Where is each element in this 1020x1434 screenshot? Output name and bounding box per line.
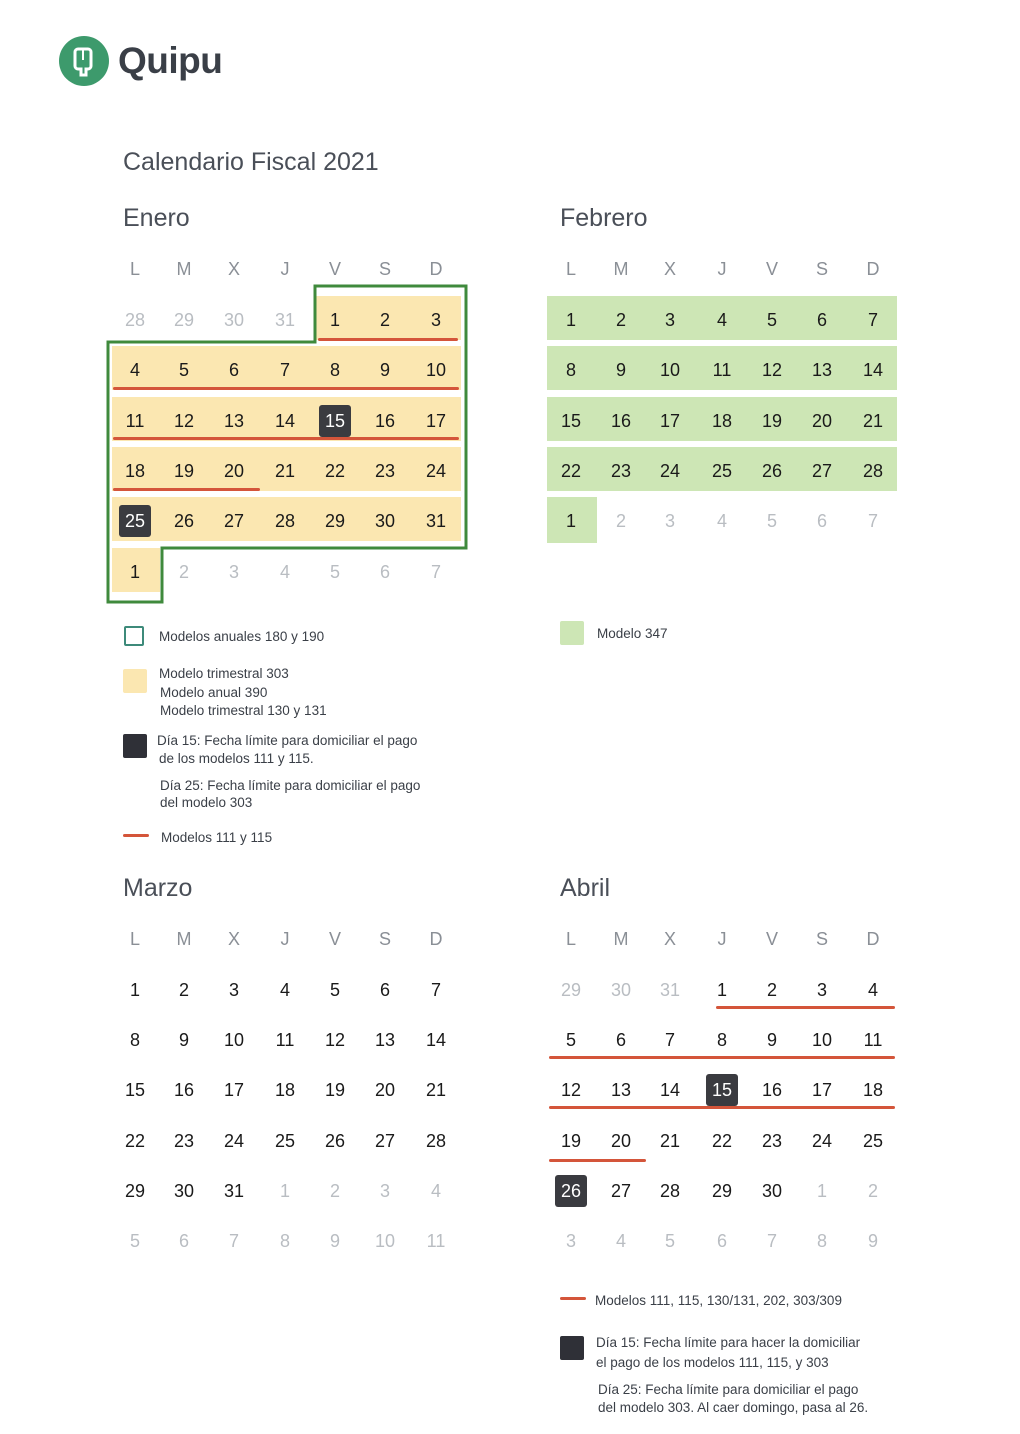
marzo-day: 30: [173, 1180, 195, 1201]
marzo-day: 18: [274, 1080, 296, 1101]
abril-day: 28: [659, 1180, 681, 1201]
abril-weekday-header: J: [717, 929, 727, 949]
marzo-day: 29: [124, 1180, 146, 1201]
marzo-day: 6: [379, 980, 390, 1000]
marzo-day: 4: [279, 980, 290, 1000]
marzo-day: 22: [124, 1130, 146, 1151]
abril-day: 11: [863, 1030, 883, 1051]
enero-day: 16: [374, 410, 396, 431]
marzo-day: 1: [279, 1180, 290, 1201]
marzo-day: 28: [425, 1130, 447, 1151]
abril-day: 4: [615, 1231, 626, 1251]
enero-weekday-header: L: [129, 259, 140, 279]
enero-red-line-4: [113, 488, 260, 491]
abril-day: 9: [867, 1231, 878, 1251]
abril-day: 16: [761, 1080, 783, 1101]
febrero-day: 1: [565, 511, 576, 532]
abril-day: 6: [615, 1030, 626, 1051]
legend-dark-text-1: Día 15: Fecha límite para domiciliar el pago: [157, 733, 418, 748]
enero-day: 30: [374, 511, 396, 532]
marzo-weekday-header: D: [429, 929, 443, 949]
marzo-day: 3: [228, 980, 239, 1000]
abril-red-line-3: [549, 1106, 895, 1109]
febrero-day: 4: [716, 310, 727, 330]
enero-day: 7: [279, 360, 290, 381]
abril-day: 6: [716, 1231, 727, 1251]
enero-weekday-header: S: [378, 259, 391, 279]
abril-day: 29: [560, 980, 582, 1000]
abril-day: 1: [716, 980, 727, 1000]
marzo-weekday-header: L: [129, 929, 140, 949]
enero-day: 2: [379, 310, 390, 330]
brand-name: Quipu: [118, 40, 223, 81]
abril-day: 14: [659, 1080, 681, 1101]
legend-q2-red-line: [560, 1297, 586, 1300]
febrero-weekday-header: J: [717, 259, 727, 279]
marzo-weekday-header: J: [280, 929, 290, 949]
marzo-day: 14: [425, 1030, 447, 1051]
abril-day: 24: [811, 1130, 833, 1151]
febrero-day: 9: [615, 360, 626, 381]
febrero-day: 7: [867, 310, 878, 330]
legend-q2-line-text: Modelos 111, 115, 130/131, 202, 303/309: [595, 1293, 842, 1308]
enero-day: 31: [425, 511, 447, 532]
febrero-day: 5: [766, 511, 777, 532]
marzo-day: 2: [329, 1180, 340, 1201]
marzo-day: 6: [178, 1231, 189, 1251]
enero-weekday-header: J: [280, 259, 290, 279]
abril-day: 1: [816, 1180, 827, 1201]
febrero-day: 3: [664, 511, 675, 532]
abril-day: 13: [610, 1080, 632, 1101]
marzo-day: 13: [374, 1030, 396, 1051]
febrero-weekday-header: M: [613, 259, 629, 279]
enero-red-line-3: [113, 437, 459, 440]
abril-day: 3: [816, 980, 827, 1000]
febrero-day: 4: [716, 511, 727, 532]
abril-day: 23: [761, 1130, 783, 1151]
enero-day-deadline: 15: [319, 405, 351, 437]
legend-line-text: Modelos 111 y 115: [161, 830, 273, 845]
enero-day-deadline: 25: [119, 505, 151, 537]
enero-day: 10: [425, 360, 447, 381]
febrero-day: 26: [761, 460, 783, 481]
marzo-day: 9: [329, 1231, 340, 1251]
legend-dark-swatch: [123, 734, 147, 758]
legend-q2-dark-text-3: Día 25: Fecha límite para domiciliar el pago: [598, 1382, 859, 1397]
abril-day: 20: [610, 1130, 632, 1151]
febrero-day: 7: [867, 511, 878, 532]
febrero-weekday-header: S: [815, 259, 828, 279]
enero-day: 28: [124, 310, 146, 330]
enero-day: 20: [223, 460, 245, 481]
enero-weekday-header: M: [176, 259, 192, 279]
enero-day: 6: [228, 360, 239, 381]
febrero-day: 19: [761, 410, 783, 431]
legend-dark-text-2: de los modelos 111 y 115.: [159, 751, 314, 766]
enero-day: 19: [173, 460, 195, 481]
febrero-day: 2: [615, 310, 626, 330]
febrero-day: 11: [712, 360, 732, 381]
enero-day: 29: [173, 310, 195, 330]
marzo-day: 11: [275, 1030, 295, 1051]
febrero-day: 24: [659, 460, 681, 481]
enero-day: 1: [129, 561, 140, 582]
enero-day: 17: [425, 410, 447, 431]
enero-day: 23: [374, 460, 396, 481]
legend-q2-dark-text-2: el pago de los modelos 111, 115, y 303: [596, 1355, 829, 1370]
enero-day: 3: [430, 310, 441, 330]
marzo-day: 8: [129, 1030, 140, 1051]
abril-day: 2: [766, 980, 777, 1000]
enero-day: 9: [379, 360, 390, 381]
legend-yellow-text-1: Modelo trimestral 303: [159, 666, 289, 681]
abril-day: 7: [766, 1231, 777, 1251]
febrero-day: 13: [811, 360, 833, 381]
marzo-day: 7: [228, 1231, 239, 1251]
legend-outline-swatch: [124, 626, 144, 646]
abril-day: 3: [565, 1231, 576, 1251]
marzo-day: 12: [324, 1030, 346, 1051]
enero-day: 4: [129, 360, 140, 381]
marzo-day: 2: [178, 980, 189, 1000]
enero-day: 24: [425, 460, 447, 481]
febrero-day: 12: [761, 360, 783, 381]
abril-day: 18: [862, 1080, 884, 1101]
marzo-day: 9: [178, 1030, 189, 1051]
marzo-day: 1: [129, 980, 140, 1000]
abril-day: 5: [565, 1030, 576, 1051]
febrero-day: 27: [811, 460, 833, 481]
abril-weekday-header: M: [613, 929, 629, 949]
abril-day: 7: [664, 1030, 675, 1051]
marzo-weekday-header: S: [378, 929, 391, 949]
abril-day: 21: [659, 1130, 681, 1151]
abril-weekday-header: V: [765, 929, 778, 949]
febrero-day: 25: [711, 460, 733, 481]
abril-day: 4: [867, 980, 878, 1000]
marzo-day: 10: [374, 1231, 396, 1251]
marzo-day: 16: [173, 1080, 195, 1101]
enero-day: 6: [379, 561, 390, 582]
marzo-day: 8: [279, 1231, 290, 1251]
month-title-enero: Enero: [123, 204, 190, 232]
marzo-day: 5: [329, 980, 340, 1000]
month-title-abril: Abril: [560, 874, 611, 902]
abril-day-deadline: 15: [706, 1074, 738, 1106]
marzo-day: 20: [374, 1080, 396, 1101]
marzo-day: 26: [324, 1130, 346, 1151]
abril-red-line-1: [716, 1006, 895, 1009]
febrero-day: 20: [811, 410, 833, 431]
enero-day: 31: [274, 310, 296, 330]
marzo-day: 17: [223, 1080, 245, 1101]
enero-day: 11: [125, 410, 145, 431]
febrero-day: 18: [711, 410, 733, 431]
febrero-day: 2: [615, 511, 626, 532]
enero-day: 27: [223, 511, 245, 532]
abril-day: 5: [664, 1231, 675, 1251]
enero-day: 26: [173, 511, 195, 532]
enero-day: 14: [274, 410, 296, 431]
abril-day: 8: [716, 1030, 727, 1051]
legend-yellow-swatch: [123, 669, 147, 693]
enero-day: 21: [274, 460, 296, 481]
enero-day: 7: [430, 561, 441, 582]
abril-red-line-4: [549, 1159, 646, 1162]
abril-day: 8: [816, 1231, 827, 1251]
enero-day: 28: [274, 511, 296, 532]
enero-weekday-header: V: [328, 259, 341, 279]
febrero-weekday-header: D: [866, 259, 880, 279]
enero-day: 3: [228, 561, 239, 582]
febrero-day: 10: [659, 360, 681, 381]
enero-day: 30: [223, 310, 245, 330]
abril-day: 30: [610, 980, 632, 1000]
febrero-day: 1: [565, 310, 576, 330]
quipu-logo-icon: [59, 36, 109, 86]
enero-day: 5: [178, 360, 189, 381]
enero-day: 8: [329, 360, 340, 381]
abril-day: 12: [560, 1080, 582, 1101]
legend-yellow-text-3: Modelo trimestral 130 y 131: [160, 703, 327, 718]
enero-weekday-header: D: [429, 259, 443, 279]
febrero-day: 3: [664, 310, 675, 330]
marzo-day: 21: [425, 1080, 447, 1101]
marzo-day: 19: [324, 1080, 346, 1101]
legend-red-line: [123, 834, 149, 837]
month-title-febrero: Febrero: [560, 204, 648, 232]
enero-day: 4: [279, 561, 290, 582]
marzo-day: 24: [223, 1130, 245, 1151]
marzo-day: 25: [274, 1130, 296, 1151]
febrero-day: 8: [565, 360, 576, 381]
marzo-day: 5: [129, 1231, 140, 1251]
marzo-weekday-header: V: [328, 929, 341, 949]
enero-day: 13: [223, 410, 245, 431]
enero-weekday-header: X: [227, 259, 240, 279]
legend-q2-dark-swatch: [560, 1336, 584, 1360]
abril-weekday-header: L: [565, 929, 576, 949]
marzo-weekday-header: M: [176, 929, 192, 949]
abril-day: 27: [610, 1180, 632, 1201]
febrero-day: 28: [862, 460, 884, 481]
marzo-day: 27: [374, 1130, 396, 1151]
abril-day: 9: [766, 1030, 777, 1051]
abril-day: 29: [711, 1180, 733, 1201]
febrero-weekday-header: V: [765, 259, 778, 279]
abril-day: 10: [811, 1030, 833, 1051]
enero-day: 5: [329, 561, 340, 582]
enero-day: 29: [324, 511, 346, 532]
marzo-day: 3: [379, 1180, 390, 1201]
legend-q2-dark-text-1: Día 15: Fecha límite para hacer la domiciliar: [596, 1335, 861, 1350]
febrero-day: 23: [610, 460, 632, 481]
enero-day: 1: [329, 310, 340, 330]
enero-day: 12: [173, 410, 195, 431]
legend-green-text: Modelo 347: [597, 626, 668, 641]
abril-weekday-header: X: [663, 929, 676, 949]
abril-day: 31: [659, 980, 681, 1000]
marzo-day: 10: [223, 1030, 245, 1051]
abril-day: 17: [811, 1080, 833, 1101]
febrero-day: 21: [862, 410, 884, 431]
febrero-day: 17: [659, 410, 681, 431]
legend-dark-text-4: del modelo 303: [160, 795, 253, 810]
legend-green-swatch: [560, 621, 584, 645]
enero-red-line-1: [318, 338, 458, 341]
abril-day: 25: [862, 1130, 884, 1151]
abril-red-line-2: [549, 1056, 895, 1059]
legend-q2-dark-text-4: del modelo 303. Al caer domingo, pasa al 26.: [598, 1400, 869, 1415]
abril-day: 22: [711, 1130, 733, 1151]
month-title-marzo: Marzo: [123, 874, 193, 902]
marzo-day: 15: [124, 1080, 146, 1101]
febrero-day: 16: [610, 410, 632, 431]
marzo-day: 7: [430, 980, 441, 1000]
abril-day: 2: [867, 1180, 878, 1201]
febrero-day: 6: [816, 310, 827, 330]
febrero-day: 15: [560, 410, 582, 431]
abril-day: 19: [560, 1130, 582, 1151]
abril-weekday-header: D: [866, 929, 880, 949]
marzo-day: 23: [173, 1130, 195, 1151]
legend-yellow-text-2: Modelo anual 390: [160, 685, 268, 700]
enero-day: 22: [324, 460, 346, 481]
page-title: Calendario Fiscal 2021: [123, 148, 379, 176]
legend-outline-text: Modelos anuales 180 y 190: [159, 629, 325, 644]
abril-weekday-header: S: [815, 929, 828, 949]
abril-day-deadline: 26: [555, 1175, 587, 1207]
abril-day: 30: [761, 1180, 783, 1201]
enero-red-line-2: [113, 387, 459, 390]
marzo-weekday-header: X: [227, 929, 240, 949]
enero-day: 18: [124, 460, 146, 481]
enero-day: 2: [178, 561, 189, 582]
febrero-weekday-header: X: [663, 259, 676, 279]
marzo-day: 11: [426, 1231, 446, 1251]
febrero-day: 6: [816, 511, 827, 532]
febrero-day: 14: [862, 360, 884, 381]
febrero-day: 5: [766, 310, 777, 330]
febrero-weekday-header: L: [565, 259, 576, 279]
febrero-day: 22: [560, 460, 582, 481]
marzo-day: 31: [223, 1180, 245, 1201]
legend-dark-text-3: Día 25: Fecha límite para domiciliar el pago: [160, 778, 421, 793]
marzo-day: 4: [430, 1180, 441, 1201]
